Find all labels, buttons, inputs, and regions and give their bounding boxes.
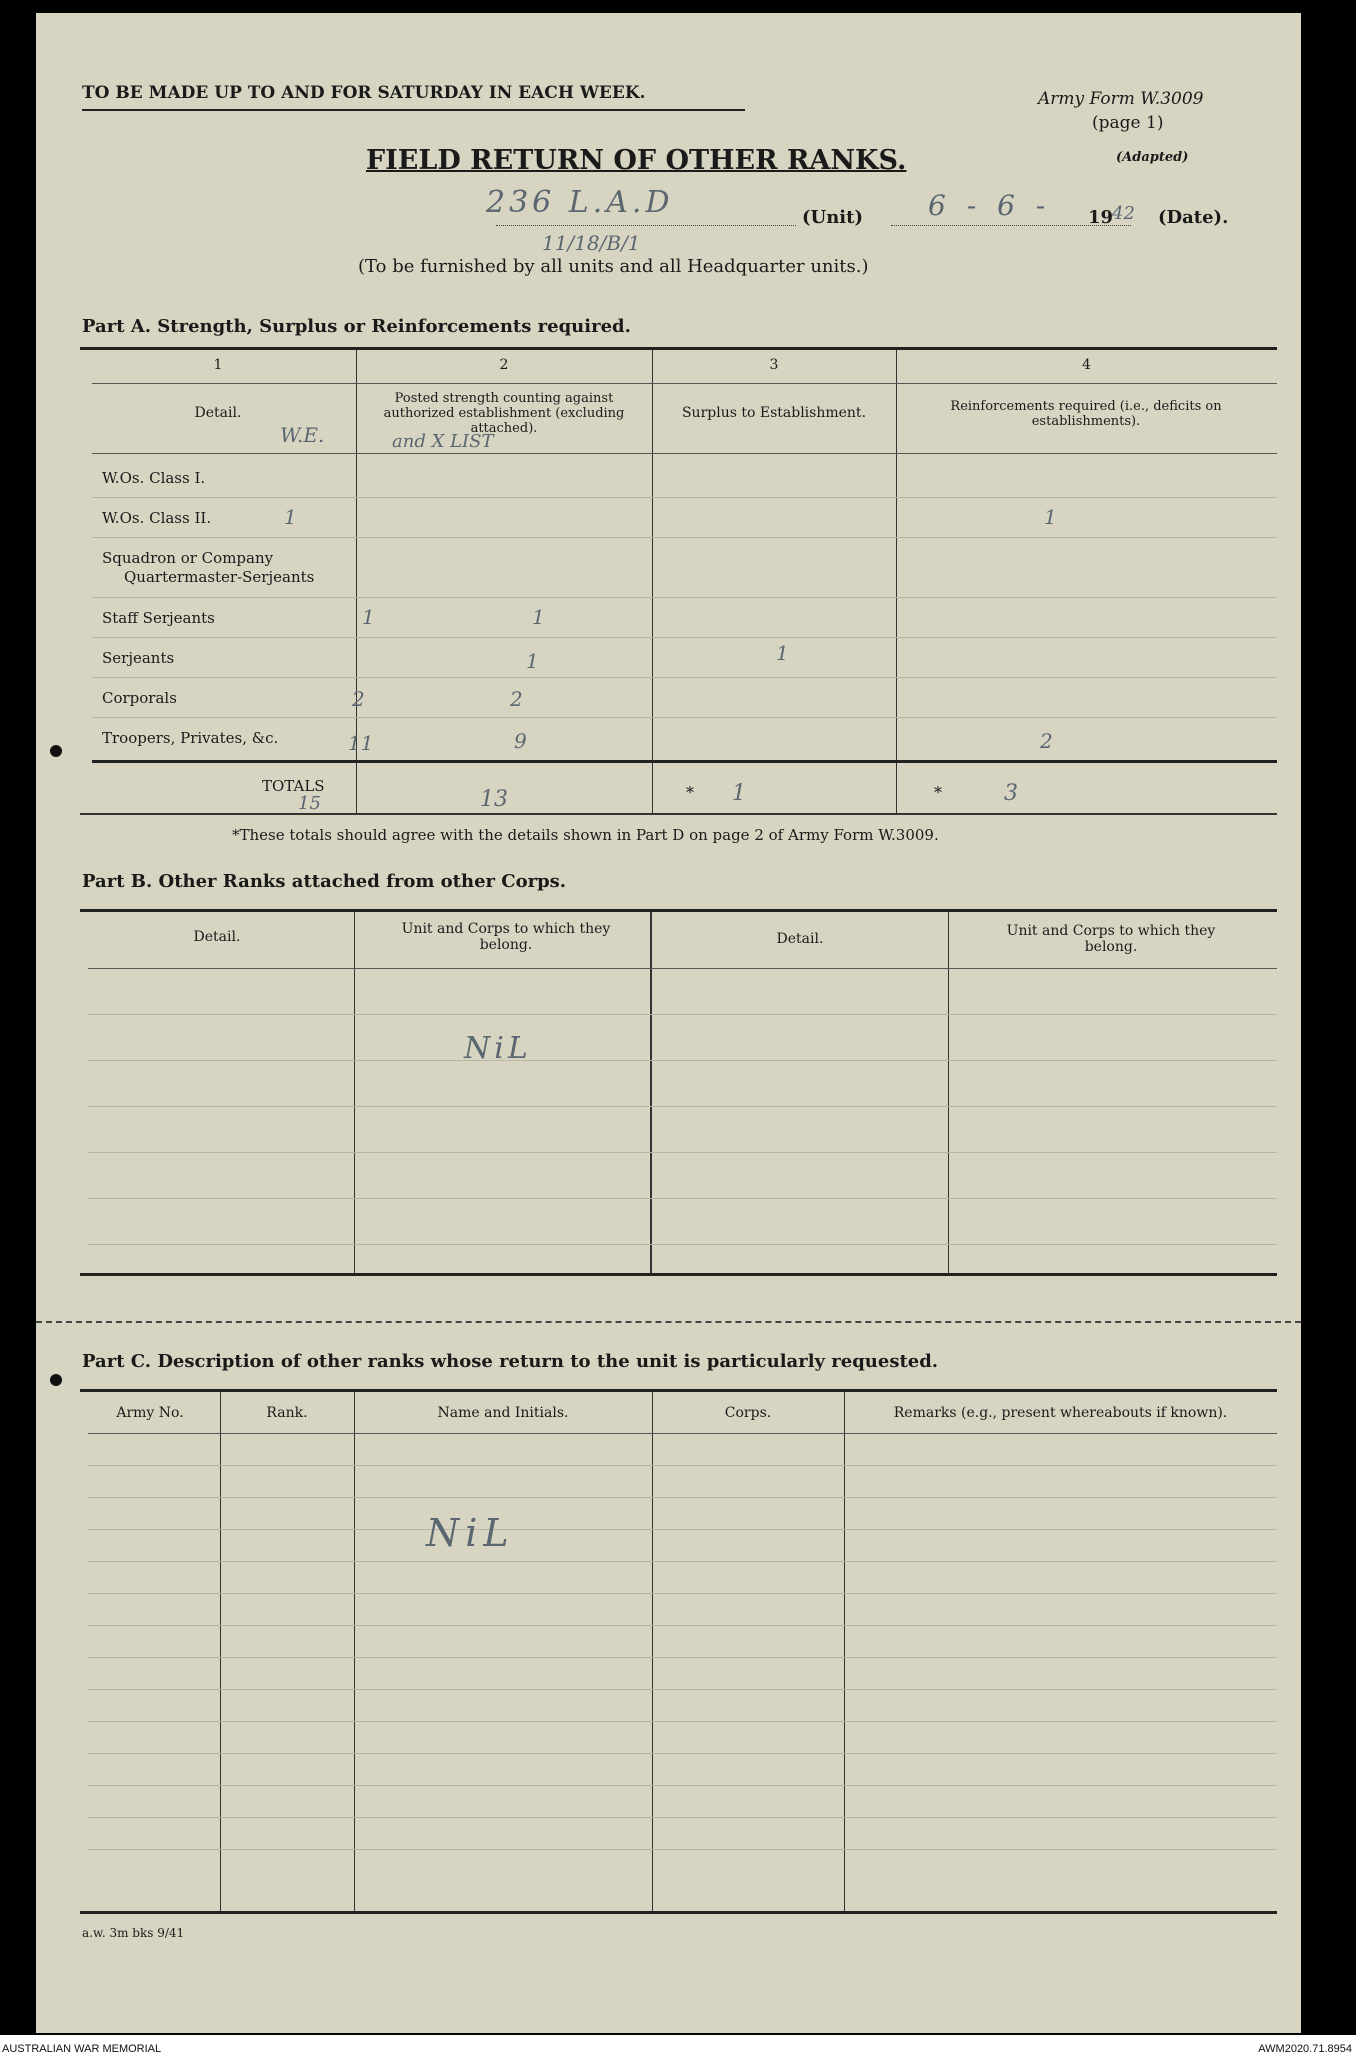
col-header-posted: Posted strength counting against authorized establishment (excluding attached). [383, 391, 625, 436]
total-surplus-star: * [686, 783, 694, 802]
table-row [92, 537, 1277, 597]
we-value: 2 [352, 687, 365, 711]
part-b-col-header: Unit and Corps to which they belong. [1006, 923, 1216, 955]
row-label: W.Os. Class I. [102, 469, 206, 487]
printer-mark: a.w. 3m bks 9/41 [82, 1926, 185, 1940]
date-label: (Date). [1158, 207, 1229, 228]
part-b-heading: Part B. Other Ranks attached from other Corps. [82, 871, 567, 892]
table-row [92, 457, 1277, 497]
totals-label: TOTALS [262, 777, 325, 795]
header-bottom-rule [92, 453, 1277, 454]
col-header-detail: Detail. [194, 405, 242, 421]
col-header-reinforcements: Reinforcements required (i.e., deficits on establishments). [950, 399, 1222, 429]
part-c-col-header: Name and Initials. [437, 1405, 569, 1421]
total-reinf: 3 [1004, 781, 1018, 806]
total-posted: 13 [480, 787, 508, 812]
year-prefix: 19 [1088, 207, 1114, 228]
punch-hole [50, 1374, 62, 1386]
form-sheet [36, 13, 1301, 2033]
part-b-bottom-rule [80, 1273, 1277, 1276]
col-number-1: 1 [213, 357, 223, 373]
part-a-heading: Part A. Strength, Surplus or Reinforcements required. [82, 316, 631, 337]
posted-value: 1 [526, 649, 539, 673]
part-c-col-header: Remarks (e.g., present whereabouts if known). [893, 1405, 1228, 1421]
part-c-heading: Part C. Description of other ranks whose return to the unit is particularly requested. [82, 1351, 939, 1372]
posted-value: 9 [514, 729, 527, 753]
page-number: (page 1) [1092, 113, 1164, 133]
part-c-col-divider [652, 1392, 653, 1912]
part-c-nil: NiL [426, 1511, 515, 1555]
instruction-underline [82, 109, 745, 111]
xlist-handwritten: and X LIST [392, 431, 494, 452]
furnished-note: (To be furnished by all units and all Headquarter units.) [358, 256, 869, 277]
table-row [92, 597, 1277, 637]
row-label-line2: Quartermaster-Serjeants [124, 568, 315, 586]
part-c-col-divider [844, 1392, 845, 1912]
reinf-value: 2 [1040, 729, 1053, 753]
part-c-col-header: Army No. [116, 1405, 184, 1421]
table-row [92, 637, 1277, 677]
col-number-4: 4 [1082, 357, 1091, 373]
instruction-text: TO BE MADE UP TO AND FOR SATURDAY IN EACH WEEK. [82, 83, 646, 103]
part-a-top-rule [80, 347, 1277, 350]
row-label: Staff Serjeants [102, 609, 215, 627]
form-ref: Army Form W.3009 [1038, 89, 1204, 109]
part-b-col-divider [948, 912, 949, 1274]
col-number-2: 2 [499, 357, 509, 373]
we-value: 1 [362, 605, 375, 629]
surplus-value: 1 [776, 641, 789, 665]
part-b-top-rule [80, 909, 1277, 912]
part-a-bottom-rule [80, 813, 1277, 815]
adapted-label: (Adapted) [1116, 150, 1189, 165]
total-reinf-star: * [934, 783, 942, 802]
part-c-header-rule [88, 1433, 1277, 1434]
total-we: 15 [298, 793, 321, 814]
part-b-col-header: Detail. [776, 931, 824, 947]
row-label: Corporals [102, 689, 177, 707]
total-surplus: 1 [732, 781, 746, 806]
posted-value: 1 [532, 605, 545, 629]
totals-footnote: *These totals should agree with the details shown in Part D on page 2 of Army Form W.3009. [232, 826, 939, 844]
we-handwritten: W.E. [280, 423, 325, 447]
reinf-value: 1 [1044, 505, 1057, 529]
part-c-col-header: Rank. [266, 1405, 308, 1421]
unit-dotted-line [496, 225, 796, 226]
table-row [92, 717, 1277, 757]
row-label: Troopers, Privates, &c. [102, 729, 279, 747]
part-c-bottom-rule [80, 1911, 1277, 1914]
part-b-header-rule [88, 968, 1277, 969]
part-b-col-divider [650, 912, 652, 1274]
unit-handwritten: 236 L.A.D [486, 185, 674, 220]
part-c-col-divider [354, 1392, 355, 1912]
accession-number: AWM2020.71.8954 [1258, 2043, 1352, 2055]
part-c-col-header: Corps. [724, 1405, 772, 1421]
part-b-nil: NiL [464, 1031, 532, 1066]
part-c-top-rule [80, 1389, 1277, 1392]
date-handwritten: 6 - 6 - [928, 189, 1052, 222]
col-number-3: 3 [769, 357, 779, 373]
unit-subcode: 11/18/B/1 [542, 231, 641, 255]
row-label: Serjeants [102, 649, 175, 667]
part-b-col-header: Unit and Corps to which they belong. [401, 921, 611, 953]
punch-hole [50, 745, 62, 757]
archive-footer [0, 2035, 1356, 2061]
col-header-surplus: Surplus to Establishment. [681, 405, 867, 421]
part-b-col-divider [354, 912, 355, 1274]
part-b-col-header: Detail. [193, 929, 241, 945]
row-label: W.Os. Class II. [102, 509, 212, 527]
table-row [92, 677, 1277, 717]
perforation-line [36, 1321, 1301, 1323]
table-row [92, 497, 1277, 537]
archive-name: AUSTRALIAN WAR MEMORIAL [2, 2043, 162, 2055]
posted-value: 2 [510, 687, 523, 711]
we-value: 11 [348, 731, 374, 755]
unit-label: (Unit) [802, 207, 863, 228]
row-label: Squadron or Company [102, 549, 274, 567]
col-number-rule [92, 383, 1277, 384]
year-suffix: 42 [1112, 203, 1135, 224]
we-value: 1 [284, 505, 297, 529]
totals-top-rule [92, 760, 1277, 763]
part-c-col-divider [220, 1392, 221, 1912]
page-title: FIELD RETURN OF OTHER RANKS. [366, 145, 907, 176]
